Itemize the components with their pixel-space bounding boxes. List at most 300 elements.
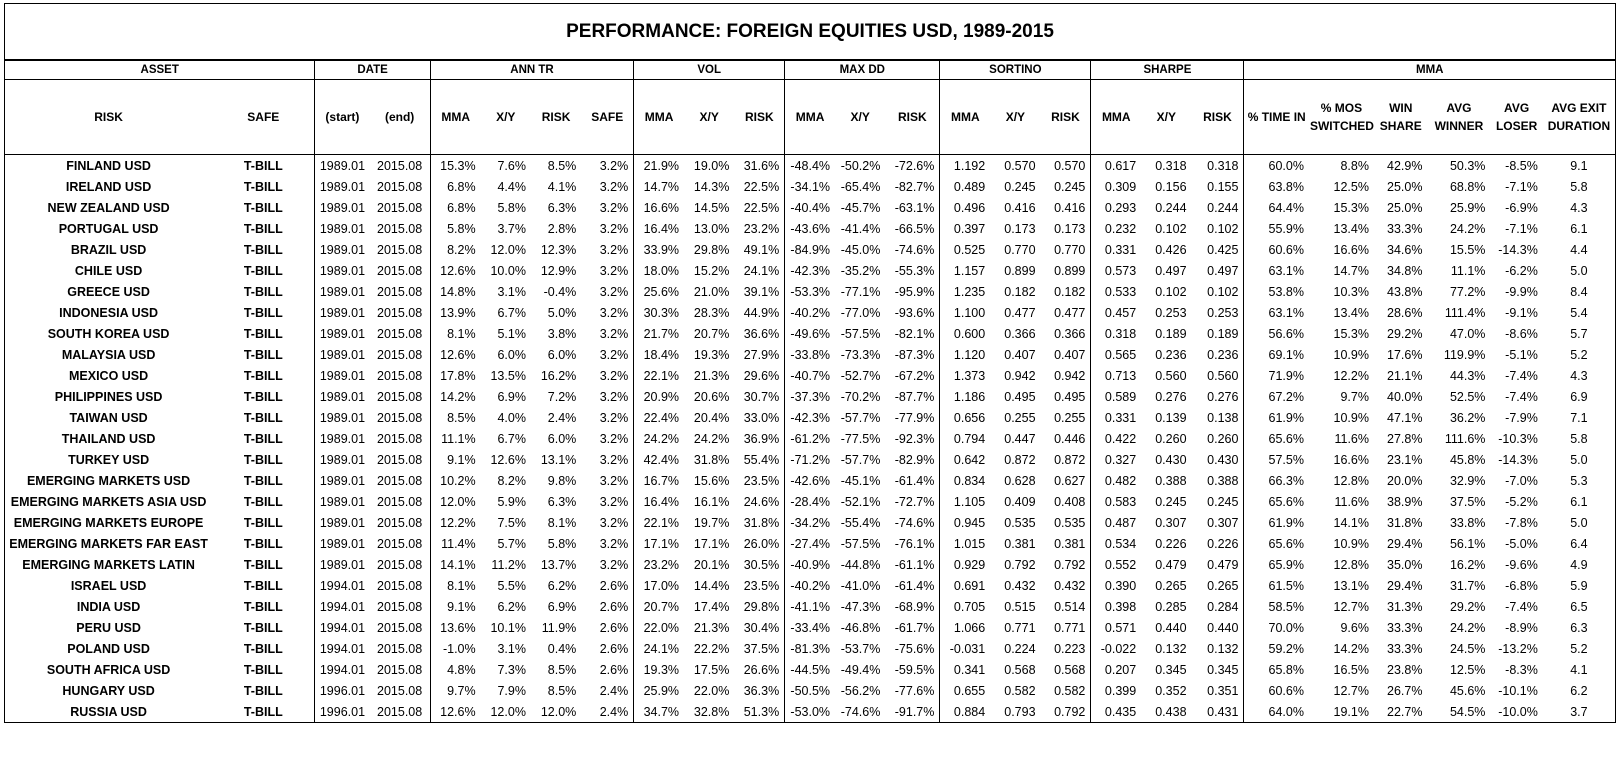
table-cell: 30.3% [643,305,680,320]
table-cell: 60.6% [1268,242,1304,257]
col-risk: RISK [5,80,213,155]
table-cell: 12.6% [440,347,476,362]
table-cell: 39.1% [734,281,784,302]
table-cell: -53.3% [790,284,831,299]
table-cell: -14.3% [1498,452,1538,467]
table-cell: -61.4% [885,575,940,596]
table-cell: -77.0% [840,305,881,320]
table-cell: 69.1% [1268,347,1304,362]
table-cell: -74.6% [835,701,885,723]
table-cell: 3.2% [581,197,633,218]
table-cell: 25.9% [1449,200,1486,215]
table-cell: -14.3% [1498,242,1538,257]
table-cell: 9.8% [547,473,577,488]
table-cell: 5.7% [497,536,526,551]
table-cell: 2.6% [581,596,633,617]
table-cell: 33.3% [1387,620,1423,635]
table-cell: 31.6% [734,155,784,177]
table-cell: -49.4% [840,662,881,677]
table-cell: 1989.01 [319,242,366,257]
table-cell: 3.7 [1543,701,1616,723]
table-row [5,281,1616,302]
table-cell: 3.2% [581,365,633,386]
col-safe: SAFE [212,80,315,155]
table-cell: 31.8% [734,512,784,533]
table-cell: 0.226 [1192,533,1244,554]
table-cell: 58.5% [1268,599,1304,614]
table-cell: 2.6% [581,617,633,638]
table-cell: 0.899 [1004,263,1036,278]
table-cell: 17.6% [1387,347,1423,362]
table-cell: 77.2% [1449,284,1486,299]
table-cell: 0.440 [1192,617,1244,638]
table-cell: 4.4 [1543,239,1616,260]
table-cell: 0.207 [1104,662,1137,677]
table-cell: 26.6% [734,659,784,680]
table-cell: 37.5% [734,638,784,659]
col-mma-avg-winner: AVG WINNER [1427,80,1490,155]
table-cell: 52.5% [1449,389,1486,404]
table-cell: 0.628 [1004,473,1036,488]
table-cell: 0.255 [1041,407,1091,428]
table-cell: 64.0% [1244,701,1309,723]
table-cell: 20.1% [693,557,730,572]
table-cell: 56.6% [1268,326,1304,341]
table-row [5,659,1616,680]
table-cell: 65.6% [1268,494,1304,509]
table-cell: -82.1% [885,323,940,344]
table-cell: -40.2% [790,305,831,320]
table-cell: 3.2% [581,218,633,239]
table-cell: 0.189 [1192,323,1244,344]
table-cell: 2015.08 [369,575,430,596]
table-cell: -28.4% [790,494,831,509]
table-cell: 0.573 [1104,263,1137,278]
table-cell: 4.3 [1543,365,1616,386]
table-cell: 5.4 [1543,302,1616,323]
table-cell: 0.571 [1104,620,1137,635]
table-cell: 2.4% [547,410,577,425]
table-cell: 0.793 [990,701,1040,723]
table-row [5,155,1616,177]
table-cell: 17.4% [693,599,730,614]
table-cell: -40.4% [790,200,831,215]
table-cell: 3.2% [581,428,633,449]
table-cell: 3.2% [581,554,633,575]
table-cell: 6.2% [497,599,526,614]
table-cell: 44.9% [734,302,784,323]
table-cell: 0.479 [1192,554,1244,575]
table-row [5,533,1616,554]
table-cell: 22.7% [1374,701,1427,723]
table-cell: 3.2% [581,533,633,554]
table-cell: 5.2 [1543,344,1616,365]
table-row [5,680,1616,701]
table-cell: 6.2 [1543,680,1616,701]
table-cell: -27.4% [790,536,831,551]
asset-name-cell: PHILIPPINES USD [5,386,213,407]
table-cell: 0.945 [953,515,986,530]
table-cell: 32.8% [684,701,734,723]
table-cell: -33.4% [790,620,831,635]
table-cell: 2015.08 [369,449,430,470]
table-cell: 12.2% [1333,368,1369,383]
table-cell: 2015.08 [369,491,430,512]
table-cell: T-BILL [212,260,315,281]
table-cell: 6.3 [1543,617,1616,638]
col-vol-xy: X/Y [684,80,734,155]
table-cell: 60.0% [1268,158,1304,173]
table-cell: -8.6% [1505,326,1538,341]
table-cell: 14.3% [693,179,730,194]
table-cell: 20.7% [693,326,730,341]
group-max-dd: MAX DD [785,60,940,80]
table-cell: -9.1% [1505,305,1538,320]
table-cell: -42.3% [790,410,831,425]
table-cell: -76.1% [885,533,940,554]
table-cell: -93.6% [885,302,940,323]
table-cell: 0.457 [1104,305,1137,320]
table-cell: 65.6% [1268,536,1304,551]
table-cell: -49.6% [790,326,831,341]
table-cell: 1.015 [953,536,986,551]
table-cell: -41.0% [840,578,881,593]
table-cell: 0.366 [1041,323,1091,344]
asset-name-cell: INDIA USD [5,596,213,617]
table-cell: 4.1 [1543,659,1616,680]
table-cell: 13.0% [693,221,730,236]
table-cell: -44.5% [790,662,831,677]
asset-name-cell: EMERGING MARKETS LATIN [5,554,213,575]
table-cell: T-BILL [212,239,315,260]
asset-name-cell: SOUTH KOREA USD [5,323,213,344]
table-cell: 0.132 [1155,641,1187,656]
table-cell: -7.0% [1505,473,1538,488]
table-cell: -34.2% [790,515,831,530]
table-cell: 16.6% [1333,242,1369,257]
table-cell: 0.872 [1004,452,1036,467]
table-cell: -0.4% [543,284,577,299]
col-anntr-risk: RISK [531,80,581,155]
table-cell: 12.5% [1449,662,1486,677]
table-cell: 28.3% [693,305,730,320]
table-cell: 2015.08 [369,512,430,533]
table-cell: 7.2% [547,389,577,404]
table-cell: 0.244 [1192,197,1244,218]
table-cell: 0.226 [1155,536,1187,551]
table-cell: -10.1% [1498,683,1538,698]
table-cell: 0.568 [1004,662,1036,677]
table-cell: 0.245 [1155,494,1187,509]
table-cell: -91.7% [885,701,940,723]
table-cell: 20.6% [693,389,730,404]
table-cell: 13.5% [490,368,526,383]
table-cell: 23.5% [734,470,784,491]
table-cell: 1996.01 [319,683,366,698]
table-cell: 6.5 [1543,596,1616,617]
table-cell: 1.105 [953,494,986,509]
table-cell: T-BILL [212,344,315,365]
table-cell: 0.293 [1104,200,1137,215]
table-cell: 0.397 [953,221,986,236]
table-cell: 12.6% [440,263,476,278]
table-cell: -42.6% [790,473,831,488]
table-cell: 1989.01 [319,221,366,236]
table-cell: 2015.08 [369,260,430,281]
table-cell: 3.2% [581,407,633,428]
table-cell: 25.6% [643,284,680,299]
table-cell: 5.5% [497,578,526,593]
table-cell: 17.1% [693,536,730,551]
table-cell: 0.496 [953,200,986,215]
table-cell: 22.5% [734,197,784,218]
table-cell: 20.7% [643,599,680,614]
asset-name-cell: MALAYSIA USD [5,344,213,365]
table-cell: -42.3% [790,263,831,278]
col-anntr-xy: X/Y [481,80,531,155]
table-cell: 0.255 [1004,410,1036,425]
table-cell: 2015.08 [369,302,430,323]
table-cell: 16.7% [643,473,680,488]
table-cell: 7.1 [1543,407,1616,428]
table-cell: 0.285 [1155,599,1187,614]
table-cell: 8.1% [447,326,476,341]
table-cell: -75.6% [885,638,940,659]
group-sortino: SORTINO [940,60,1091,80]
table-cell: T-BILL [212,197,315,218]
table-cell: -6.8% [1505,578,1538,593]
col-sharpe-risk: RISK [1192,80,1244,155]
table-cell: 1989.01 [319,179,366,194]
table-cell: -48.4% [790,158,831,173]
table-cell: 0.534 [1104,536,1137,551]
table-cell: 4.8% [447,662,476,677]
table-cell: 0.276 [1192,386,1244,407]
table-cell: 1.186 [953,389,986,404]
table-cell: -40.7% [790,368,831,383]
table-cell: 0.431 [1192,701,1244,723]
table-cell: 1994.01 [319,662,366,677]
col-sortino-xy: X/Y [990,80,1040,155]
table-cell: 24.5% [1449,641,1486,656]
table-cell: 10.9% [1333,347,1369,362]
table-cell: 0.435 [1091,701,1141,723]
table-cell: 63.1% [1268,305,1304,320]
table-cell: 0.582 [1004,683,1036,698]
asset-name-cell: NEW ZEALAND USD [5,197,213,218]
table-cell: 3.2% [581,344,633,365]
asset-name-cell: CHILE USD [5,260,213,281]
table-row [5,596,1616,617]
table-cell: 11.9% [541,620,577,635]
table-cell: -41.1% [790,599,831,614]
table-cell: 6.0% [497,347,526,362]
table-cell: -67.2% [885,365,940,386]
table-cell: 24.1% [734,260,784,281]
table-cell: 29.2% [1387,326,1423,341]
table-cell: 0.515 [1004,599,1036,614]
table-cell: 1989.01 [319,347,366,362]
table-cell: 36.3% [734,680,784,701]
table-cell: 0.430 [1192,449,1244,470]
table-cell: 3.2% [581,449,633,470]
col-anntr-safe: SAFE [581,80,633,155]
table-cell: -43.6% [790,221,831,236]
table-cell: -37.3% [790,389,831,404]
table-cell: 6.7% [497,305,526,320]
table-cell: 8.8% [1340,158,1369,173]
table-cell: -45.0% [840,242,881,257]
table-cell: 0.244 [1155,200,1187,215]
table-cell: 12.7% [1333,683,1369,698]
table-cell: 12.9% [540,263,577,278]
table-cell: 17.0% [643,578,680,593]
table-cell: 13.4% [1333,305,1369,320]
table-cell: 2015.08 [369,365,430,386]
table-cell: 0.552 [1104,557,1137,572]
col-vol-mma: MMA [634,80,684,155]
table-cell: 29.4% [1387,536,1423,551]
table-cell: 19.3% [693,347,730,362]
table-cell: 0.792 [1041,554,1091,575]
table-cell: 42.4% [643,452,680,467]
table-cell: 6.9% [547,599,577,614]
table-cell: -1.0% [442,641,476,656]
asset-name-cell: PORTUGAL USD [5,218,213,239]
table-cell: 2015.08 [369,218,430,239]
table-cell: 47.1% [1387,410,1423,425]
table-cell: 2015.08 [369,638,430,659]
table-cell: 66.3% [1268,473,1304,488]
table-cell: -70.2% [840,389,881,404]
table-cell: 27.8% [1387,431,1423,446]
table-cell: 2.6% [581,659,633,680]
table-cell: 4.0% [497,410,526,425]
table-cell: 4.3 [1543,197,1616,218]
table-cell: 18.0% [643,263,680,278]
table-cell: 0.416 [1041,197,1091,218]
table-cell: 16.2% [540,368,577,383]
col-sortino-risk: RISK [1041,80,1091,155]
table-cell: 29.8% [734,596,784,617]
table-cell: 7.5% [497,515,526,530]
table-cell: 0.535 [1004,515,1036,530]
table-row [5,218,1616,239]
table-cell: 12.2% [440,515,476,530]
table-cell: 1989.01 [319,494,366,509]
table-cell: 0.771 [1004,620,1036,635]
table-cell: -52.1% [840,494,881,509]
table-row [5,512,1616,533]
table-cell: 11.6% [1334,431,1369,446]
table-cell: 1.192 [953,158,986,173]
table-cell: -87.7% [885,386,940,407]
table-cell: 53.8% [1268,284,1304,299]
table-cell: 47.0% [1449,326,1486,341]
table-row [5,428,1616,449]
table-cell: 1989.01 [319,473,366,488]
table-cell: -9.9% [1505,284,1538,299]
table-cell: -71.2% [790,452,831,467]
table-cell: 0.489 [953,179,986,194]
table-cell: 18.4% [643,347,680,362]
table-cell: 35.0% [1387,557,1423,572]
table-cell: -73.3% [840,347,881,362]
table-cell: 0.792 [1004,557,1036,572]
table-cell: 0.307 [1192,512,1244,533]
table-cell: 6.4 [1543,533,1616,554]
table-cell: 4.4% [497,179,526,194]
table-cell: 3.8% [547,326,577,341]
table-cell: -10.3% [1498,431,1538,446]
table-cell: 0.139 [1155,410,1187,425]
table-cell: 0.265 [1155,578,1187,593]
table-cell: 22.0% [693,683,730,698]
table-cell: 2.8% [547,221,577,236]
table-cell: -0.031 [949,641,986,656]
table-cell: 0.899 [1041,260,1091,281]
table-cell: 0.407 [1004,347,1036,362]
table-cell: -57.5% [840,326,881,341]
table-cell: 11.6% [1334,494,1369,509]
table-cell: -74.6% [885,512,940,533]
table-cell: -7.4% [1505,368,1538,383]
table-cell: 61.5% [1268,578,1304,593]
table-row [5,638,1616,659]
table-cell: 0.102 [1192,218,1244,239]
col-mma-time-in: % TIME IN [1244,80,1309,155]
table-cell: 2015.08 [369,344,430,365]
table-cell: 3.2% [581,239,633,260]
table-cell: 0.399 [1104,683,1137,698]
table-cell: 1.120 [953,347,986,362]
table-cell: 0.771 [1041,617,1091,638]
table-cell: 20.9% [643,389,680,404]
table-cell: 5.8 [1543,428,1616,449]
table-cell: 5.0 [1543,512,1616,533]
table-cell: 4.9 [1543,554,1616,575]
table-cell: 0.497 [1192,260,1244,281]
table-cell: 15.5% [1449,242,1486,257]
table-cell: 1989.01 [319,200,366,215]
table-cell: 0.430 [1155,452,1187,467]
table-cell: 0.487 [1104,515,1137,530]
table-cell: 12.0% [481,701,531,723]
group-ann-tr: ANN TR [430,60,633,80]
table-cell: 14.7% [1333,263,1369,278]
table-cell: 1994.01 [319,599,366,614]
col-sharpe-xy: X/Y [1141,80,1191,155]
table-cell: 13.1% [1333,578,1369,593]
table-cell: 28.6% [1387,305,1423,320]
table-cell: 63.1% [1268,263,1304,278]
table-cell: -66.5% [885,218,940,239]
table-cell: 0.929 [953,557,986,572]
table-cell: 9.1% [447,452,476,467]
table-cell: 24.6% [734,491,784,512]
table-cell: 0.533 [1104,284,1137,299]
table-cell: 1989.01 [319,557,366,572]
table-cell: 0.409 [1004,494,1036,509]
table-cell: 13.6% [440,620,476,635]
table-cell: 0.102 [1155,284,1187,299]
table-cell: 3.2% [581,491,633,512]
table-cell: 2015.08 [369,701,430,723]
table-cell: 0.834 [953,473,986,488]
table-cell: 12.7% [1333,599,1369,614]
table-cell: 3.2% [581,470,633,491]
table-cell: 0.182 [1041,281,1091,302]
